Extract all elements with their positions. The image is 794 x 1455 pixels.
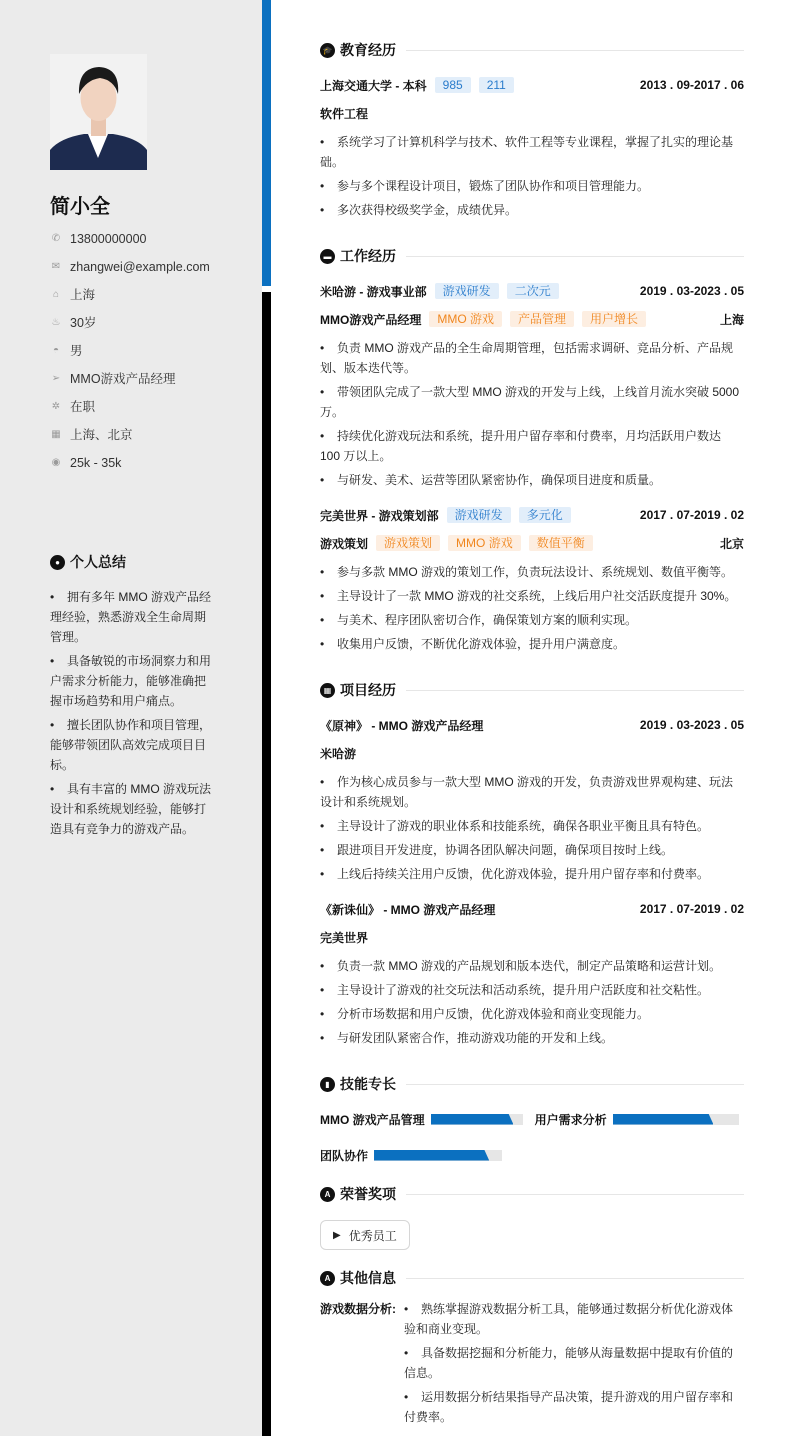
work-section	[320, 244, 744, 654]
avatar	[50, 54, 147, 170]
award-text: 优秀员工	[348, 1228, 397, 1243]
bullet: •	[320, 959, 325, 973]
bullet: •	[50, 590, 55, 604]
summary-text: 具有丰富的 MMO 游戏玩法设计和系统规划经验，能够打造具有竞争力的游戏产品。	[50, 782, 211, 836]
divider	[406, 1084, 744, 1085]
bullet-item	[320, 956, 744, 976]
bullet: •	[50, 718, 55, 732]
summary-section	[50, 552, 214, 843]
project-company: 米哈游	[320, 746, 357, 761]
bullet-text: 参与多个课程设计项目，锻炼了团队协作和项目管理能力。	[337, 179, 650, 193]
project-entry	[320, 895, 744, 1048]
contact-text: 25k - 35k	[70, 456, 122, 470]
other-item	[404, 1299, 744, 1339]
entry-row	[320, 529, 744, 557]
bullet: •	[320, 341, 325, 355]
bullet-item	[320, 200, 744, 220]
bullet-item	[320, 562, 744, 582]
skills-heading	[320, 1072, 744, 1096]
bullet-text: 主导设计了游戏的职业体系和技能系统，确保各职业平衡且具有特色。	[337, 819, 710, 833]
bullet: •	[404, 1390, 409, 1404]
bullet-text: 主导设计了游戏的社交玩法和活动系统，提升用户活跃度和社交粘性。	[337, 983, 710, 997]
award-badge[interactable]	[320, 1220, 410, 1250]
skill-bar	[431, 1114, 523, 1125]
tag: 产品管理	[510, 311, 574, 327]
other-label: 游戏数据分析:	[320, 1302, 396, 1316]
contact-item	[50, 369, 210, 397]
bullet-text: 多次获得校级奖学金，成绩优异。	[337, 203, 518, 217]
project-entry	[320, 711, 744, 884]
bullet: •	[320, 1031, 325, 1045]
other-list	[404, 1299, 744, 1431]
other-text: 熟练掌握游戏数据分析工具，能够通过数据分析优化游戏体验和商业变现。	[404, 1302, 734, 1336]
contact-item	[50, 285, 210, 313]
other-text: 具备数据挖掘和分析能力，能够从海量数据中提取有价值的信息。	[404, 1346, 734, 1380]
date-range: 2017 . 07-2019 . 02	[639, 508, 744, 522]
user-icon: ●	[50, 555, 65, 570]
bullet-text: 与研发团队紧密合作，推动游戏功能的开发和上线。	[337, 1031, 614, 1045]
bullet-item	[320, 816, 744, 836]
bullet-item	[320, 1028, 744, 1048]
bullet-item	[320, 1004, 744, 1024]
bullet-text: 上线后持续关注用户反馈，优化游戏体验，提升用户留存率和付费率。	[337, 867, 710, 881]
accent-bar	[262, 0, 271, 286]
skill-name: 用户需求分析	[534, 1112, 607, 1127]
bullet: •	[50, 782, 55, 796]
bullet-item	[320, 610, 744, 630]
date-range: 2013 . 09-2017 . 06	[639, 78, 744, 92]
contact-item	[50, 229, 210, 257]
sidebar	[0, 0, 262, 1436]
bullet: •	[320, 429, 325, 443]
contact-item	[50, 341, 210, 369]
bullet-text: 负责一款 MMO 游戏的产品规划和版本迭代，制定产品策略和运营计划。	[337, 959, 721, 973]
bullet-text: 持续优化游戏玩法和系统，提升用户留存率和付费率，月均活跃用户数达 100 万以上。	[320, 429, 722, 463]
bullet-text: 跟进项目开发进度，协调各团队解决问题，确保项目按时上线。	[337, 843, 674, 857]
bullet-item	[320, 840, 744, 860]
bar-chart-icon: ▮	[320, 1077, 335, 1092]
education-heading	[320, 38, 744, 62]
bullet: •	[404, 1346, 409, 1360]
bullet: •	[320, 473, 325, 487]
contact-item	[50, 425, 210, 453]
contact-text: 30岁	[70, 316, 97, 330]
phone-icon: ✆	[51, 233, 61, 244]
profile-name: 简小全	[50, 196, 110, 218]
entry-row	[320, 305, 744, 333]
skill-item	[320, 1105, 523, 1133]
projects-heading	[320, 678, 744, 702]
divider	[406, 690, 744, 691]
skill-bar-fill	[613, 1114, 714, 1125]
bullet-item	[320, 132, 744, 172]
bullet: •	[50, 654, 55, 668]
contact-text: zhangwei@example.com	[70, 260, 210, 274]
bullet: •	[320, 179, 325, 193]
contact-text: 男	[70, 344, 83, 358]
bullet-text: 主导设计了一款 MMO 游戏的社交系统，上线后用户社交活跃度提升 30%。	[337, 589, 737, 603]
major: 软件工程	[320, 106, 369, 121]
cake-icon: ♨	[51, 317, 61, 328]
education-section	[320, 38, 744, 220]
summary-list	[50, 587, 214, 839]
award-icon: A	[320, 1187, 335, 1202]
contact-text: MMO游戏产品经理	[70, 372, 176, 386]
tag: 游戏研发	[447, 507, 511, 523]
skill-name: 团队协作	[320, 1148, 369, 1163]
other-group	[320, 1299, 744, 1431]
tag: MMO 游戏	[429, 311, 502, 327]
bullet-text: 带领团队完成了一款大型 MMO 游戏的开发与上线，上线首月流水突破 5000 万。	[320, 385, 740, 419]
skill-name: MMO 游戏产品管理	[320, 1112, 425, 1127]
bullet-text: 系统学习了计算机科学与技术、软件工程等专业课程，掌握了扎实的理论基础。	[320, 135, 734, 169]
project-company: 完美世界	[320, 930, 369, 945]
bullet: •	[320, 983, 325, 997]
skill-bar	[374, 1150, 502, 1161]
bullet-list	[320, 772, 744, 884]
building-icon: ▦	[51, 429, 61, 440]
bullet-text: 与研发、美术、运营等团队紧密协作，确保项目进度和质量。	[337, 473, 662, 487]
tag: 游戏策划	[376, 535, 440, 551]
others-heading	[320, 1266, 744, 1290]
education-entry	[320, 71, 744, 220]
bullet-text: 参与多款 MMO 游戏的策划工作，负责玩法设计、系统规划、数值平衡等。	[337, 565, 733, 579]
bullet: •	[320, 637, 325, 651]
summary-item	[50, 587, 214, 647]
bullet: •	[320, 613, 325, 627]
tag: 多元化	[519, 507, 571, 523]
skill-bar	[613, 1114, 739, 1125]
entry-row	[320, 739, 744, 767]
entry-row	[320, 99, 744, 127]
salary-icon: ◉	[51, 457, 61, 468]
date-range: 2019 . 03-2023 . 05	[639, 718, 744, 732]
gender-icon: ◓	[52, 345, 60, 356]
bullet-text: 与美术、程序团队密切合作，确保策划方案的顺利实现。	[337, 613, 638, 627]
bullet-item	[320, 864, 744, 884]
skill-item	[320, 1141, 502, 1169]
contact-text: 上海	[70, 288, 96, 302]
entry-row	[320, 277, 744, 305]
bullet: •	[320, 589, 325, 603]
bullet-list	[320, 956, 744, 1048]
entry-row	[320, 711, 744, 739]
tag: 用户增长	[582, 311, 646, 327]
divider-bar	[262, 292, 271, 1436]
summary-text: 擅长团队协作和项目管理，能够带领团队高效完成项目目标。	[50, 718, 212, 772]
bullet-text: 分析市场数据和用户反馈，优化游戏体验和商业变现能力。	[337, 1007, 650, 1021]
others-title: 其他信息	[340, 1270, 396, 1286]
mail-icon: ✉	[51, 261, 61, 272]
bullet-item	[320, 470, 744, 490]
send-icon: ➢	[51, 373, 61, 384]
bullet-list	[320, 132, 744, 220]
bullet-item	[320, 634, 744, 654]
bullet-item	[320, 176, 744, 196]
contact-item	[50, 397, 210, 425]
education-title: 教育经历	[340, 42, 396, 58]
summary-heading	[50, 552, 214, 572]
bullet-item	[320, 586, 744, 606]
bullet-list	[320, 562, 744, 654]
contact-item	[50, 453, 210, 481]
skills-title: 技能专长	[340, 1076, 396, 1092]
bullet-item	[320, 980, 744, 1000]
school-name: 上海交通大学 - 本科	[320, 78, 427, 93]
others-section	[320, 1266, 744, 1431]
entry-row	[320, 923, 744, 951]
job-role: MMO游戏产品经理	[320, 312, 422, 327]
info-icon: A	[320, 1271, 335, 1286]
status-icon: ✲	[51, 401, 61, 412]
summary-text: 拥有多年 MMO 游戏产品经理经验，熟悉游戏全生命周期管理。	[50, 590, 211, 644]
bullet: •	[320, 385, 325, 399]
bullet-text: 负责 MMO 游戏产品的全生命周期管理，包括需求调研、竞品分析、产品规划、版本迭代等。	[320, 341, 733, 375]
tag: 211	[479, 77, 514, 93]
projects-title: 项目经历	[340, 682, 396, 698]
bullet-text: 收集用户反馈，不断优化游戏体验，提升用户满意度。	[337, 637, 626, 651]
summary-item	[50, 715, 214, 775]
bullet: •	[404, 1302, 409, 1316]
bullet: •	[320, 203, 325, 217]
contact-text: 在职	[70, 400, 96, 414]
city: 北京	[719, 536, 744, 551]
other-text: 运用数据分析结果指导产品决策，提升游戏的用户留存率和付费率。	[404, 1390, 734, 1424]
job-role: 游戏策划	[320, 536, 369, 551]
bullet: •	[320, 1007, 325, 1021]
graduation-cap-icon: 🎓	[320, 43, 335, 58]
bullet-item	[320, 426, 744, 466]
tag: MMO 游戏	[448, 535, 521, 551]
company-name: 完美世界 - 游戏策划部	[320, 508, 439, 523]
briefcase-icon: ▬	[320, 249, 335, 264]
other-item	[404, 1343, 744, 1383]
tag: 二次元	[507, 283, 559, 299]
bullet-text: 作为核心成员参与一款大型 MMO 游戏的开发，负责游戏世界观构建、玩法设计和系统规划。	[320, 775, 733, 809]
company-name: 米哈游 - 游戏事业部	[320, 284, 427, 299]
date-range: 2019 . 03-2023 . 05	[639, 284, 744, 298]
date-range: 2017 . 07-2019 . 02	[639, 902, 744, 916]
bullet: •	[320, 565, 325, 579]
bullet-item	[320, 338, 744, 378]
summary-text: 具备敏锐的市场洞察力和用户需求分析能力，能够准确把握市场趋势和用户痛点。	[50, 654, 212, 708]
contact-item	[50, 313, 210, 341]
entry-row	[320, 501, 744, 529]
skills-section	[320, 1072, 744, 1169]
work-title: 工作经历	[340, 248, 396, 264]
divider	[406, 1194, 744, 1195]
city: 上海	[719, 312, 744, 327]
project-name: 《新诛仙》 - MMO 游戏产品经理	[320, 902, 496, 917]
tag: 985	[435, 77, 471, 93]
contact-item	[50, 257, 210, 285]
entry-row	[320, 71, 744, 99]
work-heading	[320, 244, 744, 268]
bullet-item	[320, 382, 744, 422]
bullet-list	[320, 338, 744, 490]
contact-text: 13800000000	[70, 232, 147, 246]
contact-text: 上海、北京	[70, 428, 133, 442]
summary-title: 个人总结	[70, 554, 126, 570]
bullet: •	[320, 819, 325, 833]
divider	[406, 50, 744, 51]
work-entry	[320, 501, 744, 654]
work-entry	[320, 277, 744, 490]
awards-title: 荣誉奖项	[340, 1186, 396, 1202]
skill-list	[320, 1105, 744, 1169]
summary-item	[50, 779, 214, 839]
bullet: •	[320, 843, 325, 857]
awards-heading	[320, 1182, 744, 1206]
home-icon: ⌂	[52, 289, 60, 300]
summary-item	[50, 651, 214, 711]
bullet: •	[320, 867, 325, 881]
contact-list	[50, 229, 210, 481]
awards-section	[320, 1182, 744, 1250]
skill-bar-fill	[431, 1114, 514, 1125]
divider	[406, 1278, 744, 1279]
skill-item	[535, 1105, 739, 1133]
divider	[406, 256, 744, 257]
other-item	[404, 1387, 744, 1427]
projects-section	[320, 678, 744, 1048]
play-icon: ▶	[333, 1229, 341, 1241]
skill-bar-fill	[374, 1150, 489, 1161]
tag: 游戏研发	[435, 283, 499, 299]
entry-row	[320, 895, 744, 923]
bullet: •	[320, 775, 325, 789]
grid-icon: ▦	[320, 683, 335, 698]
tag: 数值平衡	[529, 535, 593, 551]
bullet: •	[320, 135, 325, 149]
main-content	[320, 38, 744, 1455]
project-name: 《原神》 - MMO 游戏产品经理	[320, 718, 484, 733]
bullet-item	[320, 772, 744, 812]
